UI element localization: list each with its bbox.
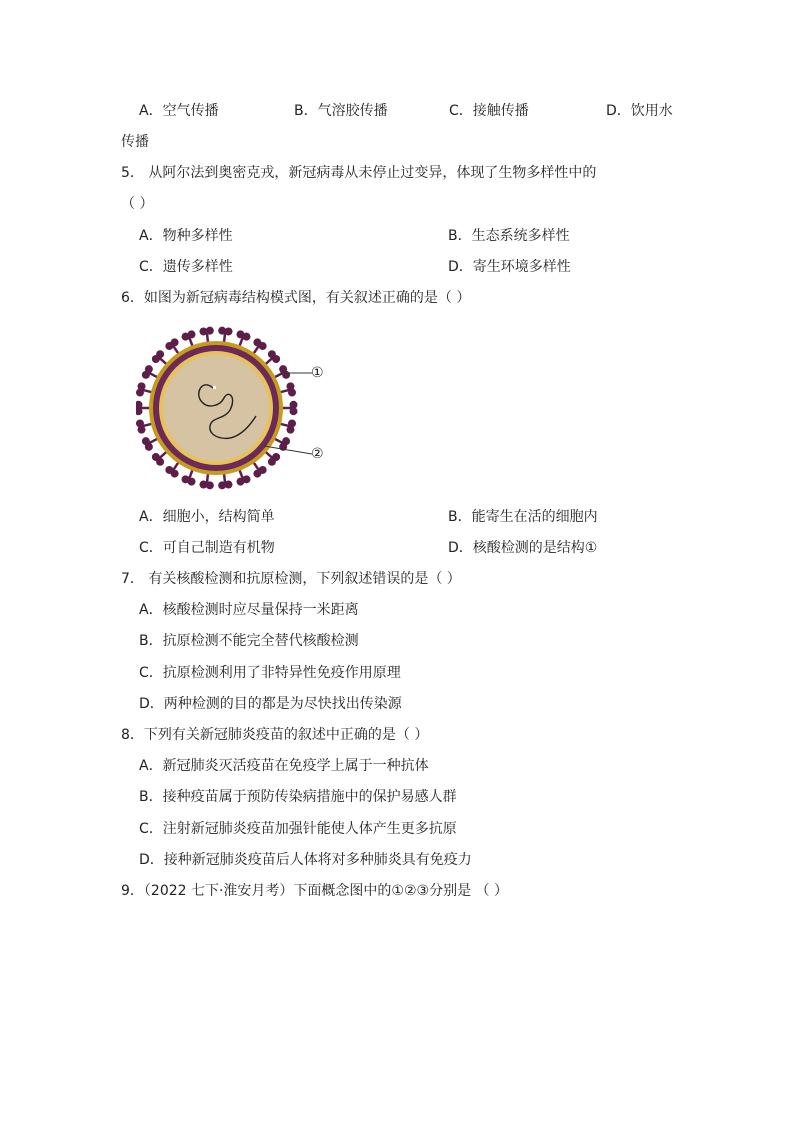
label-2: ② <box>311 446 324 462</box>
virus-structure-diagram <box>136 322 336 497</box>
q6-option-c: C．可自己制造有机物 <box>139 540 275 556</box>
spike-head <box>286 426 294 434</box>
spike-head <box>145 365 153 373</box>
q8-stem: 8．下列有关新冠肺炎疫苗的叙述中正确的是（ ） <box>121 727 429 743</box>
spike-head <box>138 382 146 390</box>
q5-option-d: D．寄生环境多样性 <box>448 259 571 275</box>
q4-option-b: B．气溶胶传播 <box>294 103 388 119</box>
q9-stem: 9．（2022 七下·淮安月考）下面概念图中的①②③分别是 （ ） <box>121 883 508 899</box>
spike-head <box>242 333 250 341</box>
q7-option-b: B．抗原检测不能完全替代核酸检测 <box>139 633 359 649</box>
spike-head <box>206 327 214 335</box>
leader-line-2 <box>264 446 312 454</box>
q6-option-a: A．细胞小，结构简单 <box>139 509 275 525</box>
spike-head <box>253 470 261 478</box>
q4-option-d-wrap: 传播 <box>121 134 149 150</box>
spike-head <box>171 338 179 346</box>
q4-option-c: C．接触传播 <box>449 103 529 119</box>
viral-core <box>163 355 269 461</box>
q6-option-b: B．能寄生在活的细胞内 <box>448 509 598 525</box>
q6-stem: 6．如图为新冠病毒结构模式图，有关叙述正确的是（ ） <box>121 290 471 306</box>
q7-stem: 7． 有关核酸检测和抗原检测，下列叙述错误的是（ ） <box>121 571 461 587</box>
q5-option-c: C．遗传多样性 <box>139 259 233 275</box>
spike-head <box>165 466 173 474</box>
spike-head <box>259 342 267 350</box>
spike-head <box>225 327 233 335</box>
q7-option-c: C．抗原检测利用了非特异性免疫作用原理 <box>139 665 401 681</box>
q5-option-a: A．物种多样性 <box>139 228 233 244</box>
spike-head <box>182 475 190 483</box>
spike-head <box>272 355 280 363</box>
q8-option-a: A．新冠肺炎灭活疫苗在免疫学上属于一种抗体 <box>139 758 429 774</box>
q7-option-d: D．两种检测的目的都是为尽快找出传染源 <box>139 696 402 712</box>
spike-head <box>188 330 196 338</box>
q5-option-b: B．生态系统多样性 <box>448 228 570 244</box>
spike-head <box>152 453 160 461</box>
spike-head <box>268 458 276 466</box>
q5-stem: 5． 从阿尔法到奥密克戎，新冠病毒从未停止过变异，体现了生物多样性中的 <box>121 165 597 181</box>
q8-option-d: D．接种新冠肺炎疫苗后人体将对多种肺炎具有免疫力 <box>139 852 472 868</box>
spike-head <box>199 481 207 489</box>
q8-option-c: C．注射新冠肺炎疫苗加强针能使人体产生更多抗原 <box>139 821 457 837</box>
q4-option-a: A．空气传播 <box>139 103 219 119</box>
spike-head <box>282 371 290 379</box>
q8-option-b: B．接种疫苗属于预防传染病措施中的保护易感人群 <box>139 789 457 805</box>
spike-head <box>288 389 296 397</box>
label-1: ① <box>311 365 324 381</box>
spike-head <box>136 419 144 427</box>
q5-paren: （ ） <box>121 196 154 212</box>
spike-head <box>142 437 150 445</box>
spike-head <box>236 478 244 486</box>
spike-head <box>290 407 298 415</box>
q6-option-d: D．核酸检测的是结构① <box>448 540 598 556</box>
q4-option-d: D．饮用水 <box>606 103 673 119</box>
spike-head <box>218 481 226 489</box>
marker-dot <box>213 386 216 389</box>
q7-option-a: A．核酸检测时应尽量保持一米距离 <box>139 602 359 618</box>
virus-svg <box>136 322 336 497</box>
spike-head <box>156 350 164 358</box>
